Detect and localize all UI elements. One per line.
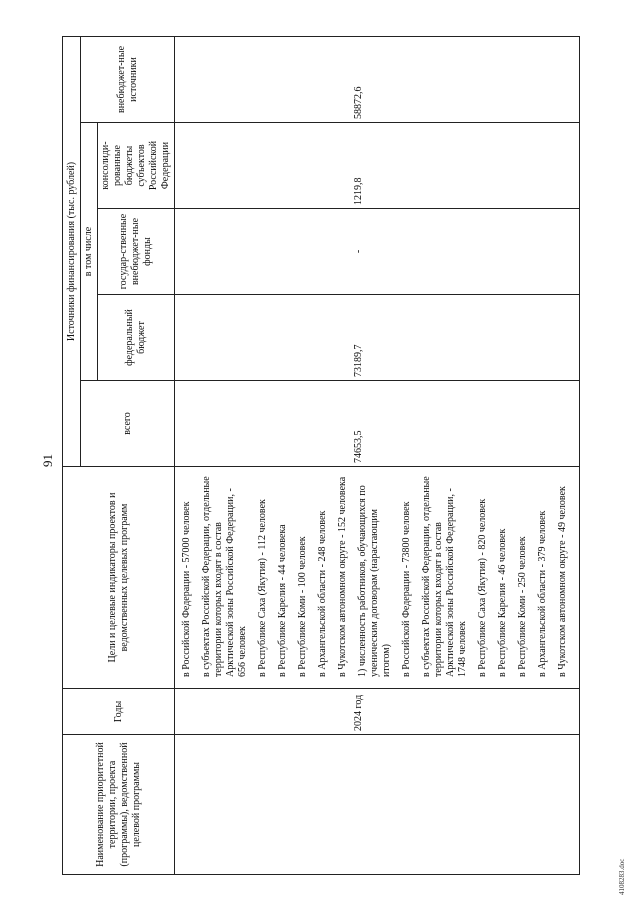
cell-goals: [175, 467, 580, 689]
cell-state-funds: -: [175, 209, 580, 295]
cell-federal: 73189,7: [175, 295, 580, 381]
goal-item: в Республике Саха (Якутия) - 820 человек: [477, 498, 488, 677]
cell-total: 74653,5: [175, 381, 580, 467]
goal-item: в Республике Коми - 250 человек: [517, 536, 528, 677]
cell-name: [175, 735, 580, 875]
goal-item: в Чукотском автономном округе - 152 человека: [337, 476, 348, 677]
goal-item: в субъектах Российской Федерации, отдельные территории которых входят в состав Арктической зоны Российской Федерации, - 656 человек: [201, 476, 248, 677]
goal-item: в Российской Федерации - 57000 человек: [181, 501, 192, 677]
header-years: Годы: [63, 689, 175, 735]
header-including: в том числе: [81, 123, 98, 381]
goal-item: в Архангельской области - 248 человек: [317, 510, 328, 677]
cell-regional: 1219,8: [175, 123, 580, 209]
goal-item: в Республике Карелия - 44 человека: [277, 524, 288, 677]
header-goals: Цели и целевые индикаторы проектов и ведомственных целевых программ: [63, 467, 175, 689]
header-regional: консолиди-рованные бюджеты субъектов Российской Федерации: [98, 123, 175, 209]
financing-table: [62, 36, 580, 875]
cell-extrabudget: 58872,6: [175, 36, 580, 122]
header-name: Наименование приоритетной территории, проекта (программы), ведомственной целевой программы: [63, 735, 175, 875]
goal-item: в Республике Саха (Якутия) - 112 человек: [257, 499, 268, 677]
goal-item: в субъектах Российской Федерации, отдельные территории которых входят в состав Арктической зоны Российской Федерации, - 1748 человек: [421, 476, 468, 677]
goal-item: в Республике Карелия - 46 человек: [497, 528, 508, 677]
cell-year: 2024 год: [175, 689, 580, 735]
goal-item: 1) численность работников, обучающихся по ученическим договорам (нарастающим итогом): [357, 485, 392, 677]
header-state-funds: государ-ственные внебюджет-ные фонды: [98, 209, 175, 295]
header-extrabudget: внебюджет-ные источники: [81, 36, 175, 122]
document-code: 410828З.doc: [618, 858, 626, 895]
header-sources: Источники финансирования (тыс. рублей): [63, 36, 81, 466]
page-number: 91: [40, 454, 55, 467]
goal-item: в Архангельской области - 379 человек: [537, 510, 548, 677]
header-total: всего: [81, 381, 175, 467]
goal-item: в Чукотском автономном округе - 49 человек: [557, 486, 568, 677]
goal-item: в Российской Федерации - 73800 человек: [401, 501, 412, 677]
header-federal: федеральный бюджет: [98, 295, 175, 381]
goal-item: в Республике Коми - 100 человек: [297, 536, 308, 677]
